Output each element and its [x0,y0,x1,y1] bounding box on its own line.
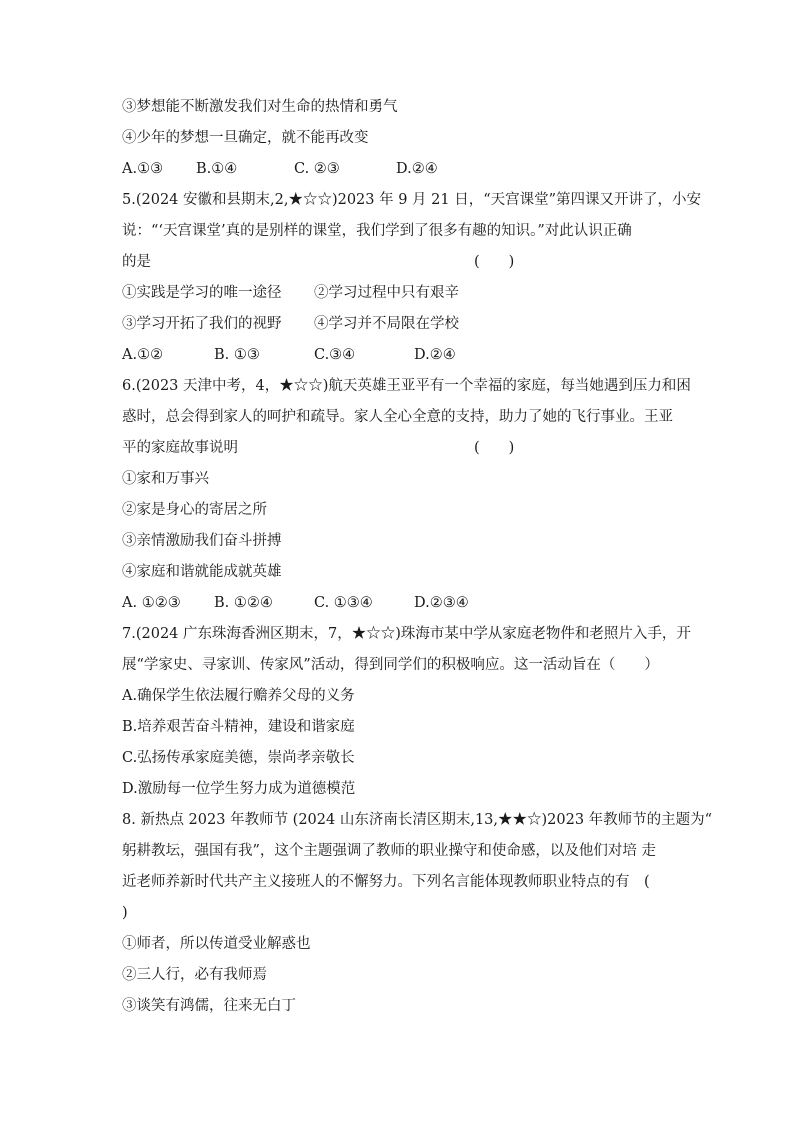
q8-stem-line-2: 躬耕教坛，强国有我”，这个主题强调了教师的职业操守和使命感，以及他们对培 走 [122,843,657,859]
q5-option-b[interactable]: B. ①③ [214,347,260,363]
q5-item-4: ④学习并不局限在学校 [314,316,459,332]
q4-item-4: ④少年的梦想一旦确定，就不能再改变 [122,130,369,146]
q5-stem-line-3: 的是 [122,254,151,270]
q6-option-a[interactable]: A. ①②③ [122,595,181,611]
q5-item-2: ②学习过程中只有艰辛 [314,285,459,301]
q7-option-d[interactable]: D.激励每一位学生努力成为道德模范 [122,781,356,797]
q5-option-c[interactable]: C.③④ [314,347,356,363]
q6-option-c[interactable]: C. ①③④ [314,595,373,611]
q7-stem-line-1: 7.(2024 广东珠海香洲区期末，7，★☆☆)珠海市某中学从家庭老物件和老照片入手，开 [122,626,691,642]
q8-stem-line-4[interactable]: ) [122,905,128,921]
q5-option-a[interactable]: A.①② [122,347,164,363]
q4-option-a[interactable]: A.①③ [122,161,164,177]
q8-stem-line-3: 近老师养新时代共产主义接班人的不懈努力。下列名言能体现教师职业特点的有 ( [122,874,650,890]
q7-option-b[interactable]: B.培养艰苦奋斗精神，建设和谐家庭 [122,719,355,735]
q8-item-1: ①师者，所以传道受业解惑也 [122,936,311,952]
q6-item-1: ①家和万事兴 [122,471,209,487]
q4-item-3: ③梦想能不断激发我们对生命的热情和勇气 [122,99,398,115]
q5-option-d[interactable]: D.②④ [414,347,456,363]
q7-option-c[interactable]: C.弘扬传承家庭美德，崇尚孝亲敬长 [122,750,355,766]
q6-item-3: ③亲情激励我们奋斗拼搏 [122,533,282,549]
q8-stem-line-1: 8. 新热点 2023 年教师节 (2024 山东济南长清区期末,13,★★☆)2023 年教师节的主题为“ [122,812,713,828]
q6-stem-line-1: 6.(2023 天津中考，4，★☆☆)航天英雄王亚平有一个幸福的家庭，每当她遇到压力和困 [122,378,691,394]
q5-item-3: ③学习开拓了我们的视野 [122,316,282,332]
q7-option-a[interactable]: A.确保学生依法履行赡养父母的义务 [122,688,355,704]
q7-stem-line-2: 展“学家史、寻家训、传家风”活动，得到同学们的积极响应。这一活动旨在（ ） [122,657,659,673]
q6-stem-line-2: 惑时，总会得到家人的呵护和疏导。家人全心全意的支持，助力了她的飞行事业。王亚 [122,409,673,425]
q6-option-d[interactable]: D.②③④ [414,595,469,611]
q5-answer-blank[interactable]: ( ) [474,254,515,270]
q6-item-2: ②家是身心的寄居之所 [122,502,267,518]
q6-option-b[interactable]: B. ①②④ [214,595,273,611]
q4-option-d[interactable]: D.②④ [396,161,438,177]
q5-stem-line-2: 说：“‘天宫课堂’真的是别样的课堂，我们学到了很多有趣的知识。”对此认识正确 [122,223,632,239]
q6-answer-blank[interactable]: ( ) [474,440,515,456]
q4-option-b[interactable]: B.①④ [196,161,238,177]
q5-item-1: ①实践是学习的唯一途径 [122,285,282,301]
q8-item-2: ②三人行，必有我师焉 [122,967,267,983]
q6-stem-line-3: 平的家庭故事说明 [122,440,238,456]
q8-item-3: ③谈笑有鸿儒，往来无白丁 [122,998,296,1014]
q6-item-4: ④家庭和谐就能成就英雄 [122,564,282,580]
q5-stem-line-1: 5.(2024 安徽和县期末,2,★☆☆)2023 年 9 月 21 日，“天宫课堂”第四课又开讲了，小安 [122,192,702,208]
q4-option-c[interactable]: C. ②③ [294,161,340,177]
